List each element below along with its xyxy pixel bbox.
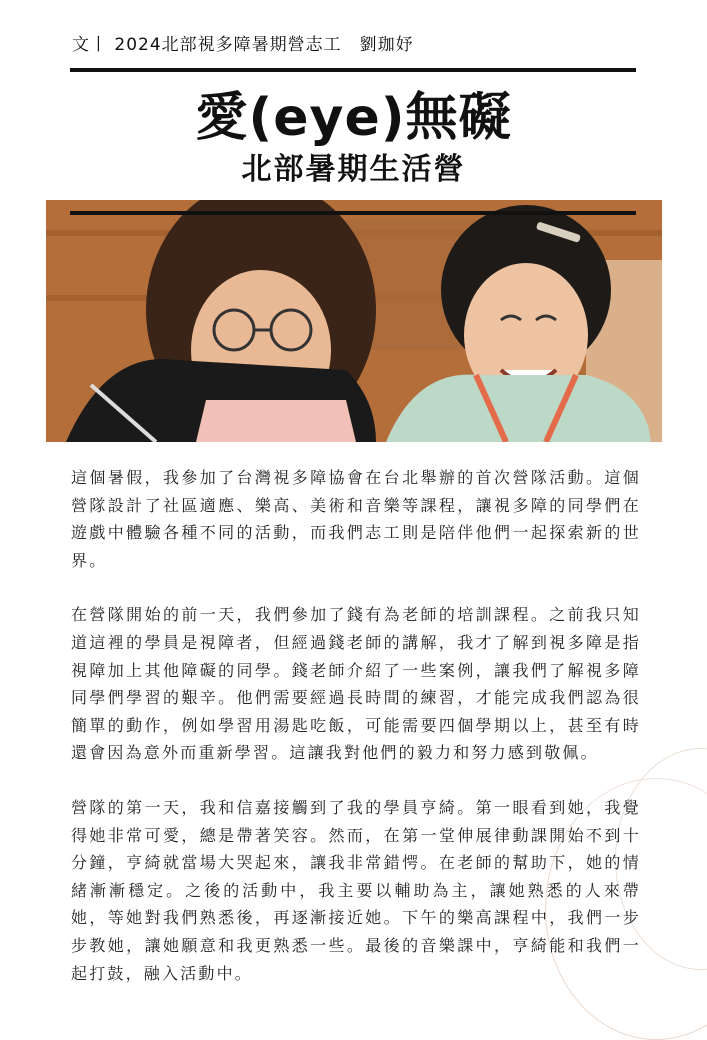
paragraph: 這個暑假，我參加了台灣視多障協會在台北舉辦的首次營隊活動。這個營隊設計了社區適應、樂高、美術和音樂等課程，讓視多障的同學們在遊戲中體驗各種不同的活動，而我們志工則是陪伴他們一起探索新的世界。 [71,468,641,570]
paragraph: 營隊的第一天，我和信嘉接觸到了我的學員亨綺。第一眼看到她，我覺得她非常可愛，總是帶著笑容。然而，在第一堂伸展律動課開始不到十分鐘，亨綺就當場大哭起來，讓我非常錯愕。在老師的幫助下，她的情緒漸漸穩定。之後的活動中，我主要以輔助為主，讓她熟悉的人來帶她，等她對我們熟悉後，再逐漸接近她。下午的樂高課程中，我們一步步教她，讓她願意和我更熟悉一些。最後的音樂課中，亨綺能和我們一起打鼓，融入活動中。 [71,797,641,983]
page-title: 愛(eye)無礙 [195,88,512,148]
page-subtitle: 北部暑期生活營 [241,152,466,187]
article-body [71,464,641,1014]
photo-of-two-smiling-campers [46,200,662,442]
top-divider [70,68,636,72]
paragraph: 在營隊開始的前一天，我們參加了錢有為老師的培訓課程。之前我只知道這裡的學員是視障者，但經過錢老師的講解，我才了解到視多障是指視障加上其他障礙的同學。錢老師介紹了一些案例，讓我們了解視多障同學們學習的艱辛。他們需要經過長時間的練習，才能完成我們認為很簡單的動作，例如學習用湯匙吃飯，可能需要四個學期以上，甚至有時還會因為意外而重新學習。這讓我對他們的毅力和努力感到敬佩。 [71,605,641,763]
byline: 文丨 2024北部視多障暑期營志工 劉珈妤 [72,35,414,55]
photo-divider [70,211,636,215]
camp-photo [46,200,662,442]
